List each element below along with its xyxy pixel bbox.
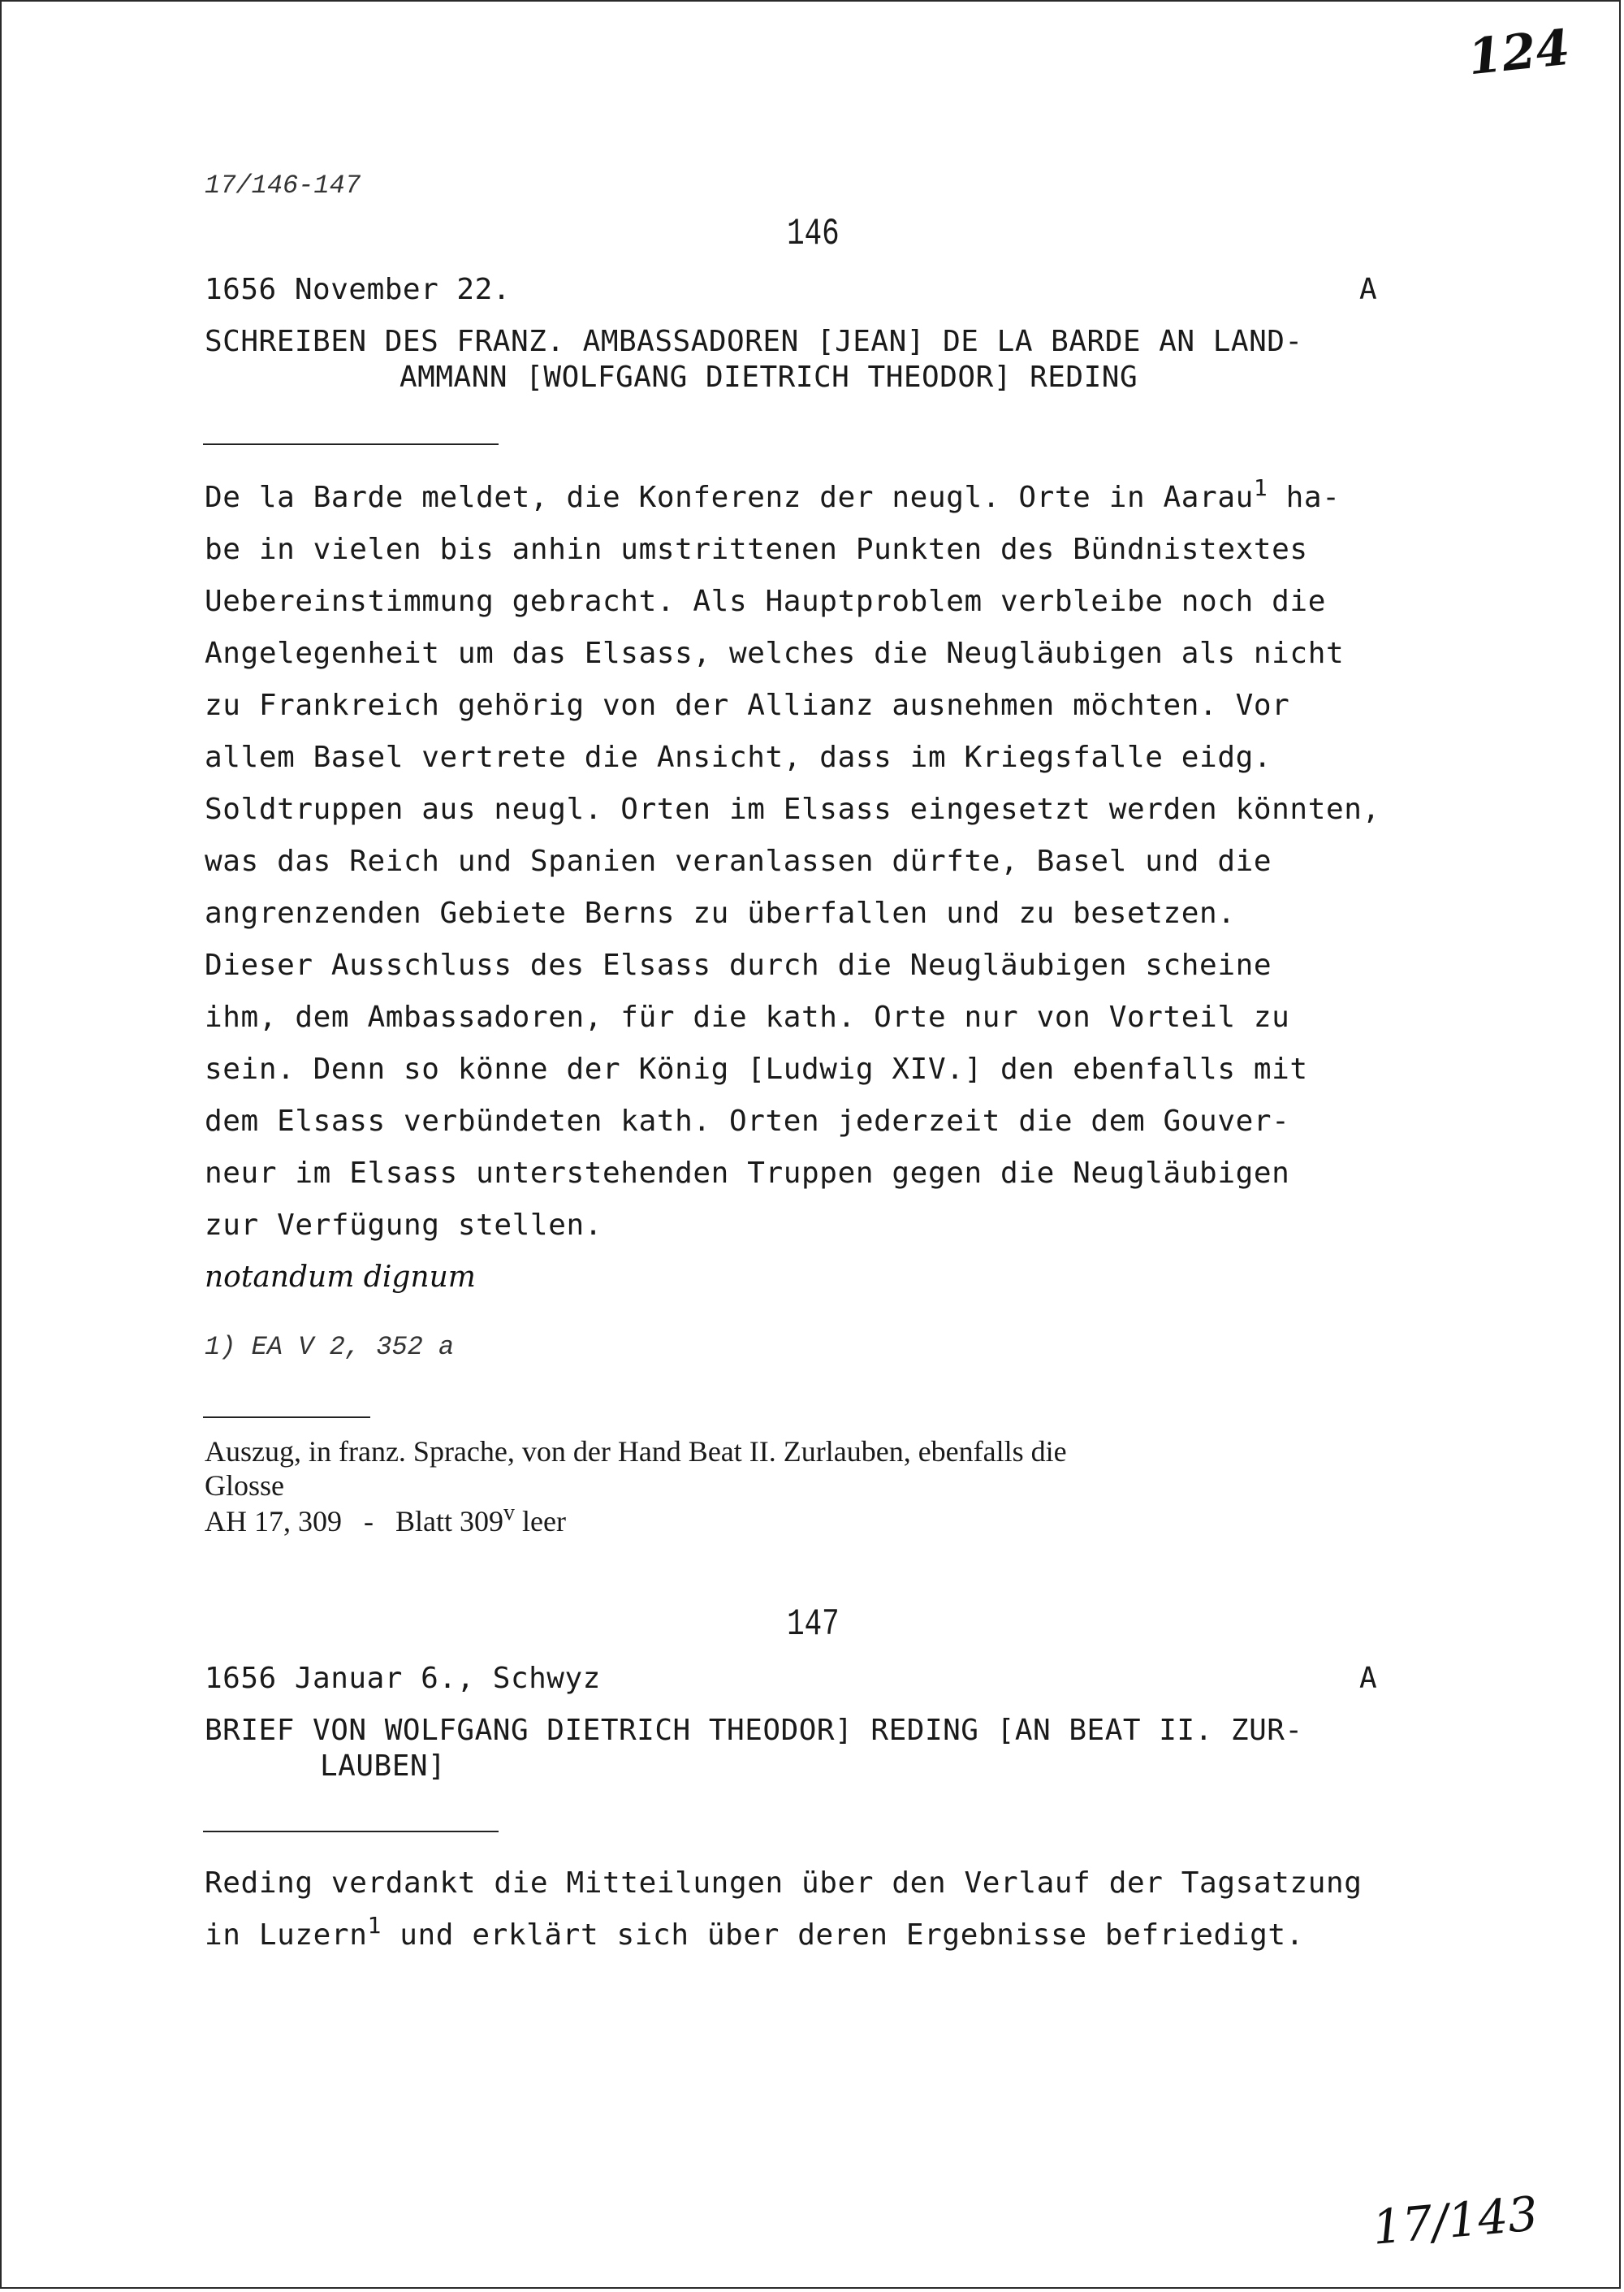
source-superscript: v xyxy=(503,1500,515,1525)
body-line: Uebereinstimmung gebracht. Als Hauptproblem verbleibe noch die xyxy=(205,585,1326,618)
body-line: Soldtruppen aus neugl. Orten im Elsass eingesetzt werden könnten, xyxy=(205,793,1380,826)
body-line: ihm, dem Ambassadoren, für die kath. Orte nur von Vorteil zu xyxy=(205,1001,1290,1034)
body-line: De la Barde meldet, die Konferenz der neugl. Orte in Aarau$^1$ ha- xyxy=(205,474,1341,514)
footnote-mark: 1 xyxy=(1253,474,1268,501)
footnote-rule xyxy=(203,1416,370,1418)
body-line: zur Verfügung stellen. xyxy=(205,1209,603,1242)
separator-rule xyxy=(203,1831,499,1832)
body-line: Reding verdankt die Mitteilungen über den Verlauf der Tagsatzung xyxy=(205,1866,1363,1900)
source-note-line-2: Glosse xyxy=(205,1469,284,1502)
entry-title-line-2: LAUBEN] xyxy=(320,1749,447,1783)
entry-date: 1656 November 22. xyxy=(205,273,511,306)
source-note-line-3: AH 17, 309 - Blatt 309$^v$ leer xyxy=(205,1500,566,1537)
body-line: neur im Elsass unterstehenden Truppen gegen die Neugläubigen xyxy=(205,1157,1290,1190)
entry-title-line-2: AMMANN [WOLFGANG DIETRICH THEODOR] REDING xyxy=(400,361,1138,394)
body-line: Dieser Ausschluss des Elsass durch die Neugläubigen scheine xyxy=(205,949,1272,982)
entry-marker: A xyxy=(1359,1662,1378,1695)
footnote-mark: 1 xyxy=(367,1912,382,1939)
entry-title-line-1: SCHREIBEN DES FRANZ. AMBASSADOREN [JEAN] DE LA BARDE AN LAND- xyxy=(205,325,1303,358)
entry-number-147: 147 xyxy=(787,1603,840,1645)
entry-marker: A xyxy=(1359,273,1378,306)
body-line: zu Frankreich gehörig von der Allianz ausnehmen möchten. Vor xyxy=(205,689,1290,722)
gloss: notandum dignum xyxy=(205,1261,476,1294)
source-note-line-1: Auszug, in franz. Sprache, von der Hand Beat II. Zurlauben, ebenfalls die xyxy=(205,1435,1067,1468)
body-line: be in vielen bis anhin umstrittenen Punkten des Bündnistextes xyxy=(205,533,1308,566)
body-line: angrenzenden Gebiete Berns zu überfallen und zu besetzen. xyxy=(205,897,1236,930)
footnote: 1) EA V 2, 352 a xyxy=(205,1332,455,1362)
archive-reference: 17/146-147 xyxy=(205,171,361,201)
separator-rule xyxy=(203,443,499,445)
entry-title-line-1: BRIEF VON WOLFGANG DIETRICH THEODOR] REDING [AN BEAT II. ZUR- xyxy=(205,1714,1303,1747)
body-line: sein. Denn so könne der König [Ludwig XIV.] den ebenfalls mit xyxy=(205,1053,1308,1086)
entry-date: 1656 Januar 6., Schwyz xyxy=(205,1662,601,1695)
body-line: was das Reich und Spanien veranlassen dürfte, Basel und die xyxy=(205,845,1272,878)
entry-number-146: 146 xyxy=(787,213,840,255)
body-line: allem Basel vertrete die Ansicht, dass im Kriegsfalle eidg. xyxy=(205,741,1272,774)
page-number-stamp: 124 xyxy=(1465,19,1573,87)
body-line: dem Elsass verbündeten kath. Orten jederzeit die dem Gouver- xyxy=(205,1105,1290,1138)
body-line: Angelegenheit um das Elsass, welches die Neugläubigen als nicht xyxy=(205,637,1345,670)
body-line: in Luzern$^1$ und erklärt sich über deren Ergebnisse befriedigt. xyxy=(205,1912,1304,1952)
handwritten-reference: 17/143 xyxy=(1370,2186,1540,2255)
